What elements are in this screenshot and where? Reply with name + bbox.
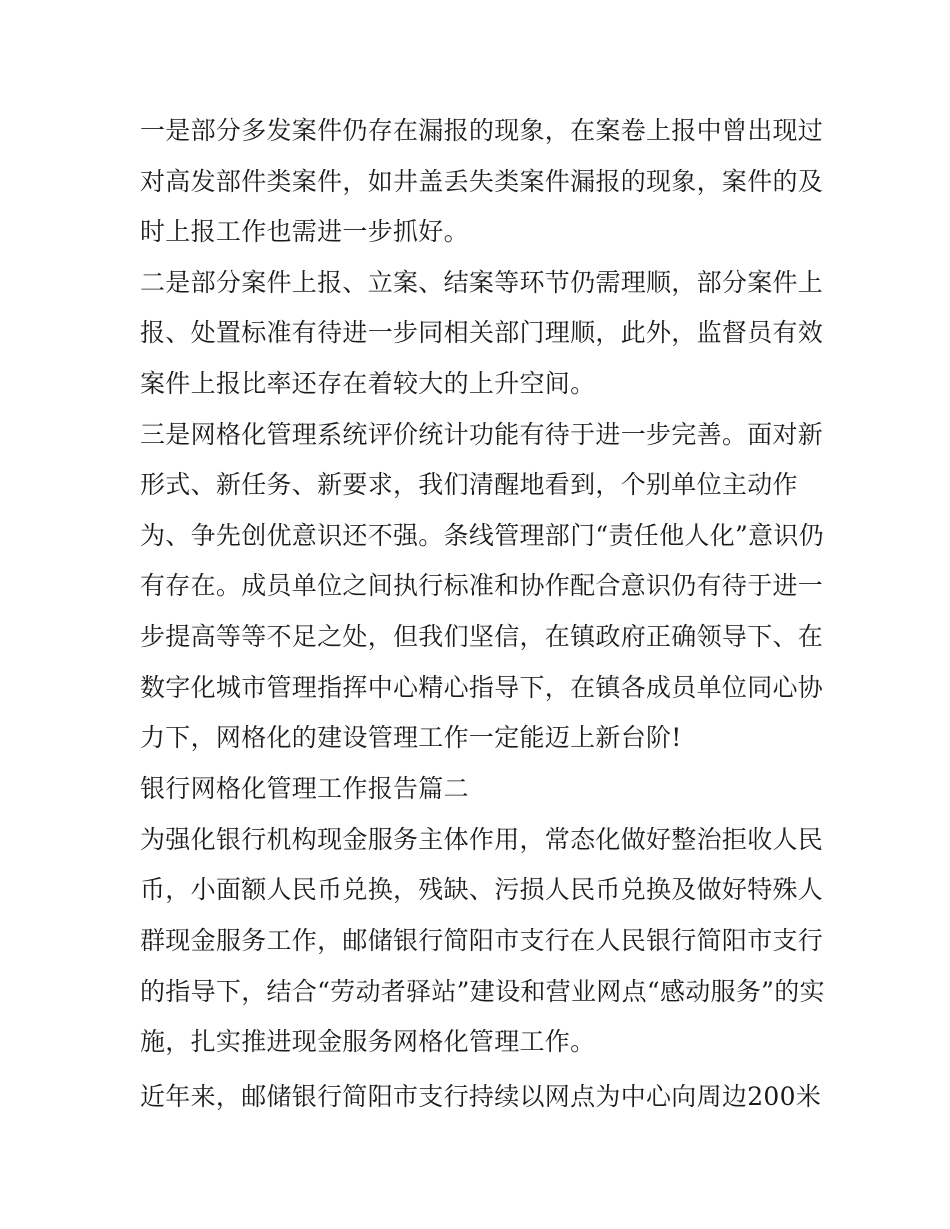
paragraph-2-line-1: 二是部分案件上报、立案、结案等环节仍需理顺，部分案件上	[140, 268, 824, 297]
paragraph-4-line-1: 为强化银行机构现金服务主体作用，常态化做好整治拒收人民	[140, 825, 824, 854]
paragraph-3-line-4: 有存在。成员单位之间执行标准和协作配合意识仍有待于进一	[140, 571, 824, 600]
paragraph-3-line-7: 力下，网格化的建设管理工作一定能迈上新台阶!	[140, 723, 682, 752]
paragraph-4-line-5: 施，扎实推进现金服务网格化管理工作。	[140, 1027, 596, 1056]
paragraph-5-line-1: 近年来，邮储银行简阳市支行持续以网点为中心向周边200米	[140, 1082, 822, 1111]
paragraph-3-line-6: 数字化城市管理指挥中心精心指导下，在镇各成员单位同心协	[140, 673, 824, 702]
paragraph-2-line-3: 案件上报比率还存在着较大的上升空间。	[140, 369, 596, 398]
paragraph-4-line-2: 币，小面额人民币兑换，残缺、污损人民币兑换及做好特殊人	[140, 875, 824, 904]
paragraph-2-line-2: 报、处置标准有待进一步同相关部门理顺，此外，监督员有效	[140, 318, 824, 347]
paragraph-4-line-3: 群现金服务工作，邮储银行简阳市支行在人民银行简阳市支行	[140, 926, 824, 955]
paragraph-3-line-3: 为、争先创优意识还不强。条线管理部门“责任他人化”意识仍	[140, 521, 824, 550]
paragraph-1-line-1: 一是部分多发案件仍存在漏报的现象，在案卷上报中曾出现过	[140, 116, 824, 145]
section-heading: 银行网格化管理工作报告篇二	[140, 774, 469, 803]
paragraph-3-line-5: 步提高等等不足之处，但我们坚信，在镇政府正确领导下、在	[140, 622, 824, 651]
paragraph-1-line-3: 时上报工作也需进一步抓好。	[140, 217, 469, 246]
paragraph-4-line-4: 的指导下，结合“劳动者驿站”建设和营业网点“感动服务”的实	[140, 977, 825, 1006]
paragraph-3-line-2: 形式、新任务、新要求，我们清醒地看到，个别单位主动作	[140, 470, 798, 499]
paragraph-3-line-1: 三是网格化管理系统评价统计功能有待于进一步完善。面对新	[140, 420, 824, 449]
paragraph-1-line-2: 对高发部件类案件，如井盖丢失类案件漏报的现象，案件的及	[140, 167, 824, 196]
